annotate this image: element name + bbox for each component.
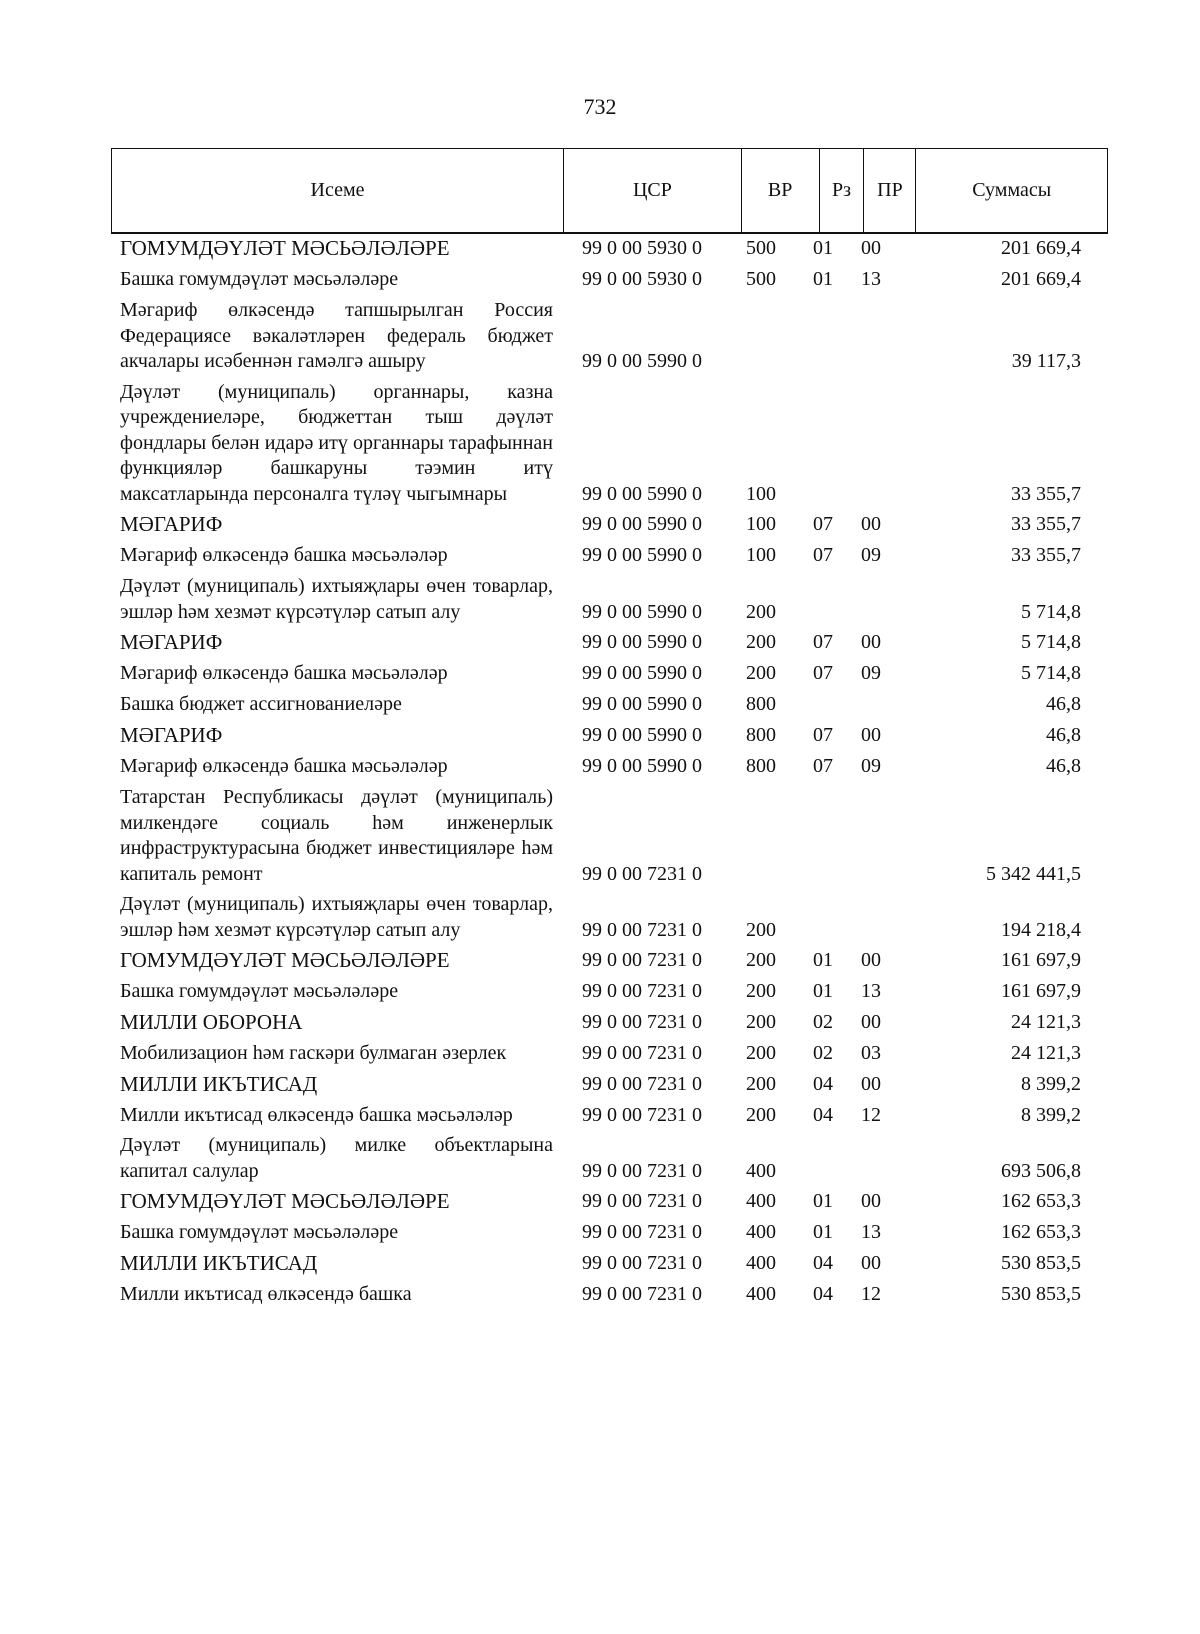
- row-sum: 24 121,3: [1011, 1042, 1081, 1064]
- row-pr: 12: [861, 1103, 881, 1126]
- row-vr: 400: [746, 1283, 776, 1305]
- row-vr: 100: [746, 544, 776, 566]
- row-csr: 99 0 00 5990 0: [582, 693, 702, 715]
- row-rz: 04: [813, 1252, 833, 1274]
- table-row: [120, 723, 1100, 754]
- row-rz: 01: [813, 1221, 833, 1243]
- table-row: [120, 1251, 1100, 1282]
- row-pr: 13: [861, 268, 881, 290]
- table-row: [120, 661, 1100, 692]
- row-vr: 400: [746, 1221, 776, 1243]
- row-sum: 46,8: [1046, 755, 1081, 777]
- header-name: Исеме: [310, 179, 365, 201]
- row-name: Башка бюджет ассигнованиеләре: [120, 693, 402, 715]
- row-rz: 07: [813, 631, 833, 653]
- row-name: МӘГАРИФ: [120, 512, 223, 536]
- row-pr: 03: [861, 1042, 881, 1064]
- row-csr: 99 0 00 7231 0: [582, 1042, 702, 1064]
- row-csr: 99 0 00 7231 0: [582, 1159, 702, 1182]
- row-csr: 99 0 00 5930 0: [582, 237, 702, 259]
- row-rz: 01: [813, 980, 833, 1002]
- row-pr: 09: [861, 662, 881, 684]
- row-vr: 200: [746, 918, 776, 941]
- table-row: [120, 692, 1100, 723]
- row-csr: 99 0 00 7231 0: [582, 1190, 702, 1212]
- row-vr: 800: [746, 693, 776, 715]
- table-row: [120, 1220, 1100, 1251]
- row-vr: 400: [746, 1190, 776, 1212]
- row-csr: 99 0 00 5930 0: [582, 268, 702, 290]
- row-sum: 39 117,3: [1011, 350, 1081, 372]
- row-name: ГОМУМДӘҮЛӘТ МӘСЬӘЛӘЛӘРЕ: [120, 948, 450, 972]
- row-pr: 00: [861, 631, 881, 653]
- row-sum: 530 853,5: [1001, 1283, 1081, 1305]
- row-rz: 04: [813, 1103, 833, 1126]
- table-row: [120, 380, 1100, 513]
- table-row: [120, 298, 1100, 380]
- row-rz: 01: [813, 949, 833, 971]
- row-csr: 99 0 00 7231 0: [582, 1011, 702, 1033]
- row-csr: 99 0 00 7231 0: [582, 1283, 702, 1305]
- header-vr: ВР: [741, 149, 819, 232]
- row-sum: 5 714,8: [1021, 631, 1081, 653]
- row-sum: 33 355,7: [1011, 482, 1081, 505]
- row-csr: 99 0 00 7231 0: [582, 949, 702, 971]
- row-pr: 00: [861, 1252, 881, 1274]
- row-vr: 200: [746, 662, 776, 684]
- row-vr: 100: [746, 513, 776, 535]
- row-sum: 201 669,4: [1001, 268, 1081, 290]
- row-name: Мәгариф өлкәсендә башка мәсьәләләр: [120, 755, 448, 777]
- row-name: Дәүләт (муниципаль) милке объектларына капитал салулар: [120, 1134, 553, 1182]
- row-vr: 400: [746, 1159, 776, 1182]
- row-pr: 09: [861, 755, 881, 777]
- table-row: [120, 630, 1100, 661]
- row-sum: 5 714,8: [1021, 600, 1081, 623]
- row-rz: 04: [813, 1283, 833, 1305]
- table-row: [120, 512, 1100, 543]
- row-rz: 07: [813, 513, 833, 535]
- row-sum: 8 399,2: [1021, 1103, 1081, 1126]
- row-sum: 530 853,5: [1001, 1252, 1081, 1274]
- row-rz: 02: [813, 1011, 833, 1033]
- row-name: Мәгариф өлкәсендә башка мәсьәләләр: [120, 662, 448, 684]
- row-csr: 99 0 00 7231 0: [582, 918, 702, 941]
- row-rz: 07: [813, 755, 833, 777]
- row-sum: 46,8: [1046, 693, 1081, 715]
- row-sum: 162 653,3: [1001, 1221, 1081, 1243]
- row-sum: 5 342 441,5: [986, 862, 1081, 885]
- table-row: [120, 543, 1100, 574]
- row-name: Милли икътисад өлкәсендә башка: [120, 1283, 412, 1305]
- table-row: [120, 754, 1100, 785]
- table-row: [120, 1133, 1100, 1189]
- row-pr: 12: [861, 1283, 881, 1305]
- row-pr: 00: [861, 1190, 881, 1212]
- row-pr: 00: [861, 237, 881, 259]
- table-row: [120, 948, 1100, 979]
- row-pr: 00: [861, 1072, 881, 1095]
- row-csr: 99 0 00 5990 0: [582, 724, 702, 746]
- row-vr: 200: [746, 600, 776, 623]
- row-sum: 194 218,4: [1001, 918, 1081, 941]
- page-number: 732: [583, 94, 617, 119]
- row-vr: 500: [746, 237, 776, 259]
- row-rz: 04: [813, 1072, 833, 1095]
- header-sum: Суммасы: [915, 149, 1107, 232]
- row-csr: 99 0 00 5990 0: [582, 662, 702, 684]
- row-vr: 200: [746, 1042, 776, 1064]
- row-sum: 5 714,8: [1021, 662, 1081, 684]
- row-pr: 09: [861, 544, 881, 566]
- row-csr: 99 0 00 5990 0: [582, 600, 702, 623]
- row-name: МИЛЛИ ИКЪТИСАД: [120, 1071, 318, 1096]
- row-name: ГОМУМДӘҮЛӘТ МӘСЬӘЛӘЛӘРЕ: [120, 1189, 450, 1213]
- row-rz: 01: [813, 237, 833, 259]
- row-csr: 99 0 00 5990 0: [582, 513, 702, 535]
- row-rz: 01: [813, 268, 833, 290]
- row-csr: 99 0 00 7231 0: [582, 862, 702, 885]
- row-sum: 8 399,2: [1021, 1072, 1081, 1095]
- header-csr: ЦСР: [563, 149, 741, 232]
- table-row: [120, 267, 1100, 298]
- table-row: [120, 1282, 1100, 1313]
- row-csr: 99 0 00 7231 0: [582, 1221, 702, 1243]
- row-name: МӘГАРИФ: [120, 723, 223, 747]
- row-csr: 99 0 00 5990 0: [582, 544, 702, 566]
- table-body: [120, 236, 1100, 1313]
- row-name: Дәүләт (муниципаль) органнары, казна учреждениеләре, бюджеттан тыш дәүләт фондлары белән идарә итү органнары тарафыннан функцияләр башкаруны тәэмин итү максатларында персоналга түләү чыгымнары: [120, 380, 553, 505]
- row-name: МИЛЛИ ОБОРОНА: [120, 1010, 303, 1034]
- row-sum: 201 669,4: [1001, 237, 1081, 259]
- row-rz: 07: [813, 662, 833, 684]
- row-vr: 500: [746, 268, 776, 290]
- header-rz: Рз: [819, 149, 864, 232]
- row-name: Башка гомумдәүләт мәсьәләләре: [120, 980, 399, 1002]
- row-vr: 200: [746, 1103, 776, 1126]
- row-vr: 200: [746, 1072, 776, 1095]
- row-sum: 46,8: [1046, 724, 1081, 746]
- row-name: Мәгариф өлкәсендә башка мәсьәләләр: [120, 544, 448, 566]
- row-vr: 200: [746, 980, 776, 1002]
- row-csr: 99 0 00 5990 0: [582, 631, 702, 653]
- row-name: ГОМУМДӘҮЛӘТ МӘСЬӘЛӘЛӘРЕ: [120, 236, 450, 260]
- row-csr: 99 0 00 7231 0: [582, 1072, 702, 1095]
- table-header: [111, 148, 1108, 234]
- row-name: Мобилизацион һәм гаскәри булмаган әзерлек: [120, 1042, 507, 1064]
- row-pr: 13: [861, 980, 881, 1002]
- table-row: [120, 1041, 1100, 1072]
- row-name: Милли икътисад өлкәсендә башка мәсьәләләр: [120, 1103, 513, 1126]
- row-vr: 200: [746, 631, 776, 653]
- row-sum: 24 121,3: [1011, 1011, 1081, 1033]
- row-pr: 00: [861, 949, 881, 971]
- header-pr: ПР: [863, 149, 915, 232]
- row-csr: 99 0 00 7231 0: [582, 980, 702, 1002]
- row-name: Дәүләт (муниципаль) ихтыяҗлары өчен товарлар, эшләр һәм хезмәт күрсәтүләр сатып алу: [120, 575, 553, 623]
- row-sum: 161 697,9: [1001, 949, 1081, 971]
- row-sum: 162 653,3: [1001, 1190, 1081, 1212]
- row-sum: 161 697,9: [1001, 980, 1081, 1002]
- table-row: [120, 574, 1100, 630]
- row-pr: 00: [861, 1011, 881, 1033]
- row-csr: 99 0 00 7231 0: [582, 1103, 702, 1126]
- row-csr: 99 0 00 7231 0: [582, 1252, 702, 1274]
- row-rz: 01: [813, 1190, 833, 1212]
- table-row: [120, 979, 1100, 1010]
- table-row: [120, 1189, 1100, 1220]
- row-name: Башка гомумдәүләт мәсьәләләре: [120, 268, 399, 290]
- row-sum: 33 355,7: [1011, 544, 1081, 566]
- table-row: [120, 785, 1100, 892]
- row-rz: 02: [813, 1042, 833, 1064]
- row-csr: 99 0 00 5990 0: [582, 482, 702, 505]
- row-vr: 200: [746, 949, 776, 971]
- table-row: [120, 1103, 1100, 1134]
- row-name: МИЛЛИ ИКЪТИСАД: [120, 1251, 318, 1275]
- row-name: Мәгариф өлкәсендә тапшырылган Россия Федерациясе вәкаләтләрен федераль бюджет акчалары исәбеннән гамәлгә ашыру: [120, 299, 553, 372]
- row-name: Дәүләт (муниципаль) ихтыяҗлары өчен товарлар, эшләр һәм хезмәт күрсәтүләр сатып алу: [120, 893, 553, 941]
- row-vr: 800: [746, 724, 776, 746]
- table-row: [120, 1072, 1100, 1103]
- row-name: Башка гомумдәүләт мәсьәләләре: [120, 1221, 399, 1243]
- table-row: [120, 236, 1100, 267]
- row-rz: 07: [813, 544, 833, 566]
- row-pr: 13: [861, 1221, 881, 1243]
- table-row: [120, 1010, 1100, 1041]
- row-vr: 200: [746, 1011, 776, 1033]
- row-pr: 00: [861, 513, 881, 535]
- row-csr: 99 0 00 5990 0: [582, 350, 702, 372]
- row-vr: 400: [746, 1252, 776, 1274]
- row-pr: 00: [861, 724, 881, 746]
- row-vr: 100: [746, 482, 776, 505]
- row-rz: 07: [813, 724, 833, 746]
- row-sum: 33 355,7: [1011, 513, 1081, 535]
- row-vr: 800: [746, 755, 776, 777]
- row-sum: 693 506,8: [1001, 1159, 1081, 1182]
- row-name: Татарстан Республикасы дәүләт (муниципаль) милкендәге социаль һәм инженерлык инфраструктурасына бюджет инвестицияләре һәм капиталь ремонт: [120, 786, 553, 885]
- row-csr: 99 0 00 5990 0: [582, 755, 702, 777]
- row-name: МӘГАРИФ: [120, 630, 223, 654]
- table-row: [120, 892, 1100, 948]
